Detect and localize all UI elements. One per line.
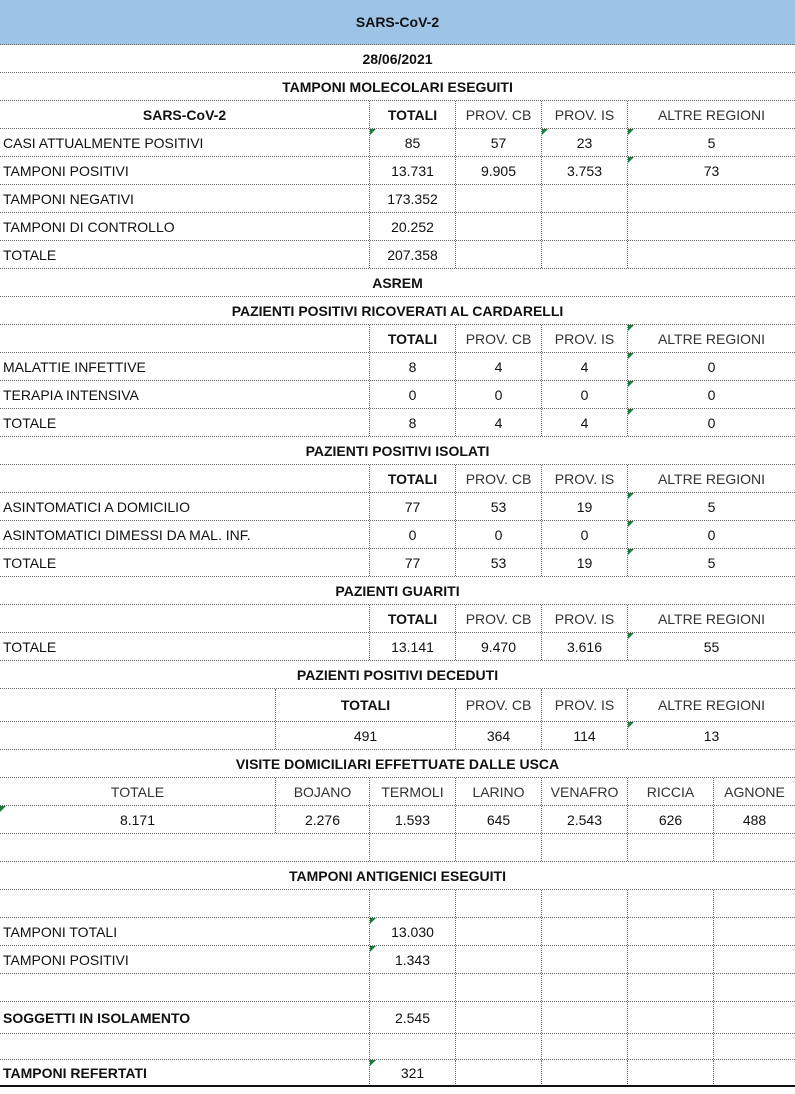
cell-altre-regioni[interactable]: 5 bbox=[627, 549, 795, 576]
cell-prov-is[interactable]: 19 bbox=[541, 549, 627, 576]
empty-row bbox=[0, 974, 795, 1002]
cell-prov-cb[interactable] bbox=[455, 185, 541, 212]
cell-prov-is[interactable]: 3.753 bbox=[541, 157, 627, 184]
header-cell-label[interactable] bbox=[0, 605, 369, 632]
header-cell-totali[interactable]: TOTALI bbox=[369, 605, 455, 632]
empty-cell[interactable] bbox=[0, 834, 369, 861]
row-label[interactable]: CASI ATTUALMENTE POSITIVI bbox=[3, 134, 204, 151]
header-cell-altre-regioni[interactable]: ALTRE REGIONI bbox=[627, 605, 795, 632]
row-label[interactable]: ASINTOMATICI DIMESSI DA MAL. INF. bbox=[3, 526, 251, 543]
row-label[interactable]: ASINTOMATICI A DOMICILIO bbox=[3, 498, 190, 515]
cell-prov-cb[interactable]: 9.905 bbox=[455, 157, 541, 184]
empty-cell[interactable] bbox=[627, 974, 713, 1001]
empty-cell[interactable] bbox=[455, 974, 541, 1001]
cell-altre-regioni[interactable] bbox=[627, 185, 795, 212]
header-cell-totali[interactable]: TOTALI bbox=[275, 689, 455, 721]
header-cell-termoli[interactable]: TERMOLI bbox=[369, 778, 455, 805]
heading-cell[interactable]: TAMPONI ANTIGENICI ESEGUITI bbox=[288, 867, 506, 884]
empty-cell[interactable] bbox=[627, 1034, 713, 1059]
ricoverati-header-row bbox=[0, 325, 795, 353]
comment-marker-icon bbox=[370, 129, 376, 135]
cell-altre-regioni[interactable]: 5 bbox=[627, 493, 795, 520]
cell-altre-regioni[interactable]: 73 bbox=[627, 157, 795, 184]
cell-altre-regioni[interactable] bbox=[627, 213, 795, 240]
asrem-cell[interactable]: ASREM bbox=[372, 274, 423, 291]
cell-altre-regioni[interactable]: 0 bbox=[627, 409, 795, 436]
empty-cell[interactable] bbox=[369, 1034, 455, 1059]
header-cell-agnone[interactable]: AGNONE bbox=[713, 778, 795, 805]
empty-cell[interactable] bbox=[455, 1034, 541, 1059]
header-cell-label[interactable] bbox=[0, 325, 369, 352]
cell-prov-cb[interactable]: 53 bbox=[455, 493, 541, 520]
cell-prov-cb[interactable]: 57 bbox=[455, 129, 541, 156]
header-cell-prov-cb[interactable]: PROV. CB bbox=[455, 605, 541, 632]
header-cell-prov-cb[interactable]: PROV. CB bbox=[455, 689, 541, 721]
date-row bbox=[0, 45, 795, 73]
header-cell-totale[interactable]: TOTALE bbox=[110, 783, 165, 800]
cell-totali[interactable]: 8 bbox=[369, 409, 455, 436]
cell-totali[interactable]: 0 bbox=[369, 381, 455, 408]
header-cell-totali[interactable]: TOTALI bbox=[369, 325, 455, 352]
heading-cell[interactable]: VISITE DOMICILIARI EFFETTUATE DALLE USCA bbox=[235, 755, 560, 772]
cell-bojano[interactable]: 2.276 bbox=[275, 806, 369, 833]
empty-cell[interactable] bbox=[627, 918, 713, 945]
cell-prov-cb[interactable]: 0 bbox=[455, 381, 541, 408]
cell-prov-cb[interactable]: 4 bbox=[455, 409, 541, 436]
empty-cell[interactable] bbox=[627, 1060, 713, 1086]
empty-cell[interactable] bbox=[713, 1034, 795, 1059]
cell-prov-is[interactable]: 0 bbox=[541, 521, 627, 548]
empty-cell[interactable] bbox=[0, 689, 275, 721]
cell-prov-is[interactable]: 114 bbox=[541, 722, 627, 749]
table-row bbox=[0, 353, 795, 381]
empty-cell[interactable] bbox=[541, 1002, 627, 1033]
cell-prov-is[interactable] bbox=[541, 241, 627, 268]
table-row bbox=[0, 185, 795, 213]
header-cell-prov-is[interactable]: PROV. IS bbox=[541, 101, 627, 128]
header-cell-prov-is[interactable]: PROV. IS bbox=[541, 689, 627, 721]
header-cell-prov-is[interactable]: PROV. IS bbox=[541, 325, 627, 352]
header-cell-label[interactable]: SARS-CoV-2 bbox=[142, 106, 227, 123]
empty-cell[interactable] bbox=[455, 890, 541, 917]
cell-value[interactable]: 13.030 bbox=[369, 918, 455, 945]
empty-cell[interactable] bbox=[369, 890, 455, 917]
cell-prov-is[interactable]: 23 bbox=[541, 129, 627, 156]
empty-cell[interactable] bbox=[713, 918, 795, 945]
asrem-row bbox=[0, 269, 795, 297]
heading-cell[interactable]: PAZIENTI POSITIVI ISOLATI bbox=[305, 442, 490, 459]
table-row bbox=[0, 381, 795, 409]
comment-marker-icon bbox=[0, 806, 6, 812]
comment-marker-icon bbox=[628, 157, 634, 163]
cell-totali[interactable]: 13.731 bbox=[369, 157, 455, 184]
empty-cell[interactable] bbox=[0, 722, 275, 749]
isolati-header-row bbox=[0, 465, 795, 493]
cell-prov-is[interactable]: 0 bbox=[541, 381, 627, 408]
cell-totali[interactable]: 77 bbox=[369, 549, 455, 576]
table-row bbox=[0, 722, 795, 750]
bottom-border bbox=[0, 1085, 795, 1087]
comment-marker-icon bbox=[542, 129, 548, 135]
header-cell-prov-cb[interactable]: PROV. CB bbox=[455, 465, 541, 492]
row-label[interactable]: TAMPONI DI CONTROLLO bbox=[3, 218, 175, 235]
empty-cell[interactable] bbox=[541, 918, 627, 945]
cell-altre-regioni[interactable] bbox=[627, 241, 795, 268]
cell-altre-regioni[interactable]: 5 bbox=[627, 129, 795, 156]
cell-prov-is[interactable]: 3.616 bbox=[541, 633, 627, 660]
header-cell-venafro[interactable]: VENAFRO bbox=[541, 778, 627, 805]
cell-prov-is[interactable]: 19 bbox=[541, 493, 627, 520]
section-heading-deceduti bbox=[0, 661, 795, 689]
empty-cell[interactable] bbox=[541, 1060, 627, 1086]
empty-cell[interactable] bbox=[369, 974, 455, 1001]
header-cell-label[interactable] bbox=[0, 465, 369, 492]
empty-cell[interactable] bbox=[455, 1060, 541, 1086]
comment-marker-icon bbox=[628, 381, 634, 387]
comment-marker-icon bbox=[628, 521, 634, 527]
cell-termoli[interactable]: 1.593 bbox=[369, 806, 455, 833]
empty-cell[interactable] bbox=[0, 1034, 369, 1059]
empty-cell[interactable] bbox=[541, 946, 627, 973]
comment-marker-icon bbox=[628, 353, 634, 359]
header-cell-prov-cb[interactable]: PROV. CB bbox=[455, 101, 541, 128]
section-heading-guariti bbox=[0, 577, 795, 605]
empty-cell[interactable] bbox=[455, 918, 541, 945]
cell-altre-regioni[interactable]: 0 bbox=[627, 521, 795, 548]
cell-totali[interactable]: 0 bbox=[369, 521, 455, 548]
empty-cell[interactable] bbox=[455, 946, 541, 973]
molecolari-header-row bbox=[0, 101, 795, 129]
row-label[interactable]: TOTALE bbox=[3, 554, 57, 571]
cell-prov-cb[interactable]: 9.470 bbox=[455, 633, 541, 660]
cell-prov-is[interactable]: 4 bbox=[541, 409, 627, 436]
header-cell-totali[interactable]: TOTALI bbox=[369, 101, 455, 128]
row-label[interactable]: TOTALE bbox=[3, 246, 57, 263]
cell-prov-cb[interactable]: 53 bbox=[455, 549, 541, 576]
empty-cell[interactable] bbox=[627, 946, 713, 973]
cell-prov-is[interactable]: 4 bbox=[541, 353, 627, 380]
empty-cell[interactable] bbox=[713, 1060, 795, 1086]
cell-prov-cb[interactable]: 0 bbox=[455, 521, 541, 548]
empty-cell[interactable] bbox=[627, 1002, 713, 1033]
cell-value[interactable]: 321 bbox=[369, 1060, 455, 1086]
cell-totale[interactable]: 8.171 bbox=[0, 806, 275, 833]
empty-row bbox=[0, 1034, 795, 1060]
table-row bbox=[0, 1060, 795, 1086]
heading-cell[interactable]: PAZIENTI GUARITI bbox=[335, 582, 460, 599]
header-cell-riccia[interactable]: RICCIA bbox=[627, 778, 713, 805]
row-label[interactable]: TOTALE bbox=[3, 638, 57, 655]
row-label[interactable]: TAMPONI REFERTATI bbox=[3, 1065, 147, 1081]
cell-prov-is[interactable] bbox=[541, 213, 627, 240]
cell-totali[interactable]: 8 bbox=[369, 353, 455, 380]
row-label[interactable]: TERAPIA INTENSIVA bbox=[3, 386, 139, 403]
header-cell-altre-regioni[interactable]: ALTRE REGIONI bbox=[627, 101, 795, 128]
empty-cell[interactable] bbox=[541, 834, 627, 861]
cell-totali[interactable]: 173.352 bbox=[369, 185, 455, 212]
empty-cell[interactable] bbox=[541, 974, 627, 1001]
title-row bbox=[0, 0, 795, 45]
row-label[interactable]: TOTALE bbox=[3, 414, 57, 431]
table-row bbox=[0, 633, 795, 661]
row-label[interactable]: SOGGETTI IN ISOLAMENTO bbox=[3, 1009, 191, 1026]
empty-cell[interactable] bbox=[713, 834, 795, 861]
cell-prov-cb[interactable] bbox=[455, 213, 541, 240]
cell-altre-regioni[interactable]: 13 bbox=[627, 722, 795, 749]
empty-row bbox=[0, 890, 795, 918]
empty-row bbox=[0, 834, 795, 862]
header-cell-prov-is[interactable]: PROV. IS bbox=[541, 465, 627, 492]
comment-marker-icon bbox=[370, 946, 376, 952]
comment-marker-icon bbox=[628, 493, 634, 499]
table-row bbox=[0, 493, 795, 521]
header-cell-totali[interactable]: TOTALI bbox=[369, 465, 455, 492]
cell-altre-regioni[interactable]: 0 bbox=[627, 381, 795, 408]
usca-header-row bbox=[0, 778, 795, 806]
row-label[interactable]: TAMPONI TOTALI bbox=[3, 923, 118, 940]
table-row bbox=[0, 1002, 795, 1034]
cell-larino[interactable]: 645 bbox=[455, 806, 541, 833]
comment-marker-icon bbox=[628, 409, 634, 415]
empty-cell[interactable] bbox=[369, 834, 455, 861]
header-cell-altre-regioni[interactable]: ALTRE REGIONI bbox=[627, 689, 795, 721]
section-heading-isolati bbox=[0, 437, 795, 465]
table-row bbox=[0, 157, 795, 185]
cell-riccia[interactable]: 626 bbox=[627, 806, 713, 833]
cell-totali[interactable]: 13.141 bbox=[369, 633, 455, 660]
cell-totali[interactable]: 77 bbox=[369, 493, 455, 520]
empty-cell[interactable] bbox=[541, 890, 627, 917]
cell-totali[interactable]: 85 bbox=[369, 129, 455, 156]
empty-cell[interactable] bbox=[0, 974, 369, 1001]
cell-altre-regioni[interactable]: 55 bbox=[627, 633, 795, 660]
row-label[interactable]: TAMPONI NEGATIVI bbox=[3, 190, 134, 207]
row-label[interactable]: MALATTIE INFETTIVE bbox=[3, 358, 146, 375]
section-heading-usca bbox=[0, 750, 795, 778]
section-heading-antigenici bbox=[0, 862, 795, 890]
cell-prov-is[interactable] bbox=[541, 185, 627, 212]
header-cell-larino[interactable]: LARINO bbox=[455, 778, 541, 805]
date-cell[interactable]: 28/06/2021 bbox=[362, 50, 433, 67]
cell-prov-cb[interactable]: 4 bbox=[455, 353, 541, 380]
comment-marker-icon bbox=[370, 918, 376, 924]
comment-marker-icon bbox=[628, 549, 634, 555]
cell-agnone[interactable]: 488 bbox=[713, 806, 795, 833]
section-heading-molecolari bbox=[0, 73, 795, 101]
header-cell-prov-cb[interactable]: PROV. CB bbox=[455, 325, 541, 352]
heading-cell[interactable]: TAMPONI MOLECOLARI ESEGUITI bbox=[282, 78, 513, 95]
empty-cell[interactable] bbox=[627, 834, 713, 861]
header-cell-altre-regioni[interactable]: ALTRE REGIONI bbox=[627, 325, 795, 352]
row-label[interactable]: TAMPONI POSITIVI bbox=[3, 162, 129, 179]
deceduti-header-row bbox=[0, 689, 795, 722]
empty-cell[interactable] bbox=[541, 1034, 627, 1059]
heading-cell[interactable]: PAZIENTI POSITIVI RICOVERATI AL CARDARELLI bbox=[231, 302, 564, 319]
empty-cell[interactable] bbox=[0, 890, 369, 917]
comment-marker-icon bbox=[628, 722, 634, 728]
cell-venafro[interactable]: 2.543 bbox=[541, 806, 627, 833]
table-row bbox=[0, 409, 795, 437]
cell-value[interactable]: 1.343 bbox=[369, 946, 455, 973]
header-cell-bojano[interactable]: BOJANO bbox=[275, 778, 369, 805]
section-heading-ricoverati bbox=[0, 297, 795, 325]
table-row bbox=[0, 918, 795, 946]
heading-cell[interactable]: PAZIENTI POSITIVI DECEDUTI bbox=[296, 666, 499, 683]
cell-altre-regioni[interactable]: 0 bbox=[627, 353, 795, 380]
table-row bbox=[0, 129, 795, 157]
header-cell-altre-regioni[interactable]: ALTRE REGIONI bbox=[627, 465, 795, 492]
empty-cell[interactable] bbox=[713, 974, 795, 1001]
cell-prov-cb[interactable] bbox=[455, 241, 541, 268]
table-row bbox=[0, 549, 795, 577]
cell-totali[interactable]: 207.358 bbox=[369, 241, 455, 268]
row-label[interactable]: TAMPONI POSITIVI bbox=[3, 951, 129, 968]
table-row bbox=[0, 521, 795, 549]
cell-totali[interactable]: 20.252 bbox=[369, 213, 455, 240]
cell-value[interactable]: 2.545 bbox=[369, 1002, 455, 1033]
header-cell-prov-is[interactable]: PROV. IS bbox=[541, 605, 627, 632]
title-cell[interactable]: SARS-CoV-2 bbox=[355, 14, 440, 30]
comment-marker-icon bbox=[628, 129, 634, 135]
cell-totali[interactable]: 491 bbox=[275, 722, 455, 749]
comment-marker-icon bbox=[628, 325, 634, 331]
empty-cell[interactable] bbox=[455, 1002, 541, 1033]
table-row bbox=[0, 241, 795, 269]
table-row bbox=[0, 946, 795, 974]
empty-cell[interactable] bbox=[713, 946, 795, 973]
empty-cell[interactable] bbox=[713, 890, 795, 917]
table-row bbox=[0, 806, 795, 834]
empty-cell[interactable] bbox=[713, 1002, 795, 1033]
comment-marker-icon bbox=[370, 1060, 376, 1066]
table-row bbox=[0, 213, 795, 241]
comment-marker-icon bbox=[628, 633, 634, 639]
cell-prov-cb[interactable]: 364 bbox=[455, 722, 541, 749]
empty-cell[interactable] bbox=[455, 834, 541, 861]
guariti-header-row bbox=[0, 605, 795, 633]
empty-cell[interactable] bbox=[627, 890, 713, 917]
